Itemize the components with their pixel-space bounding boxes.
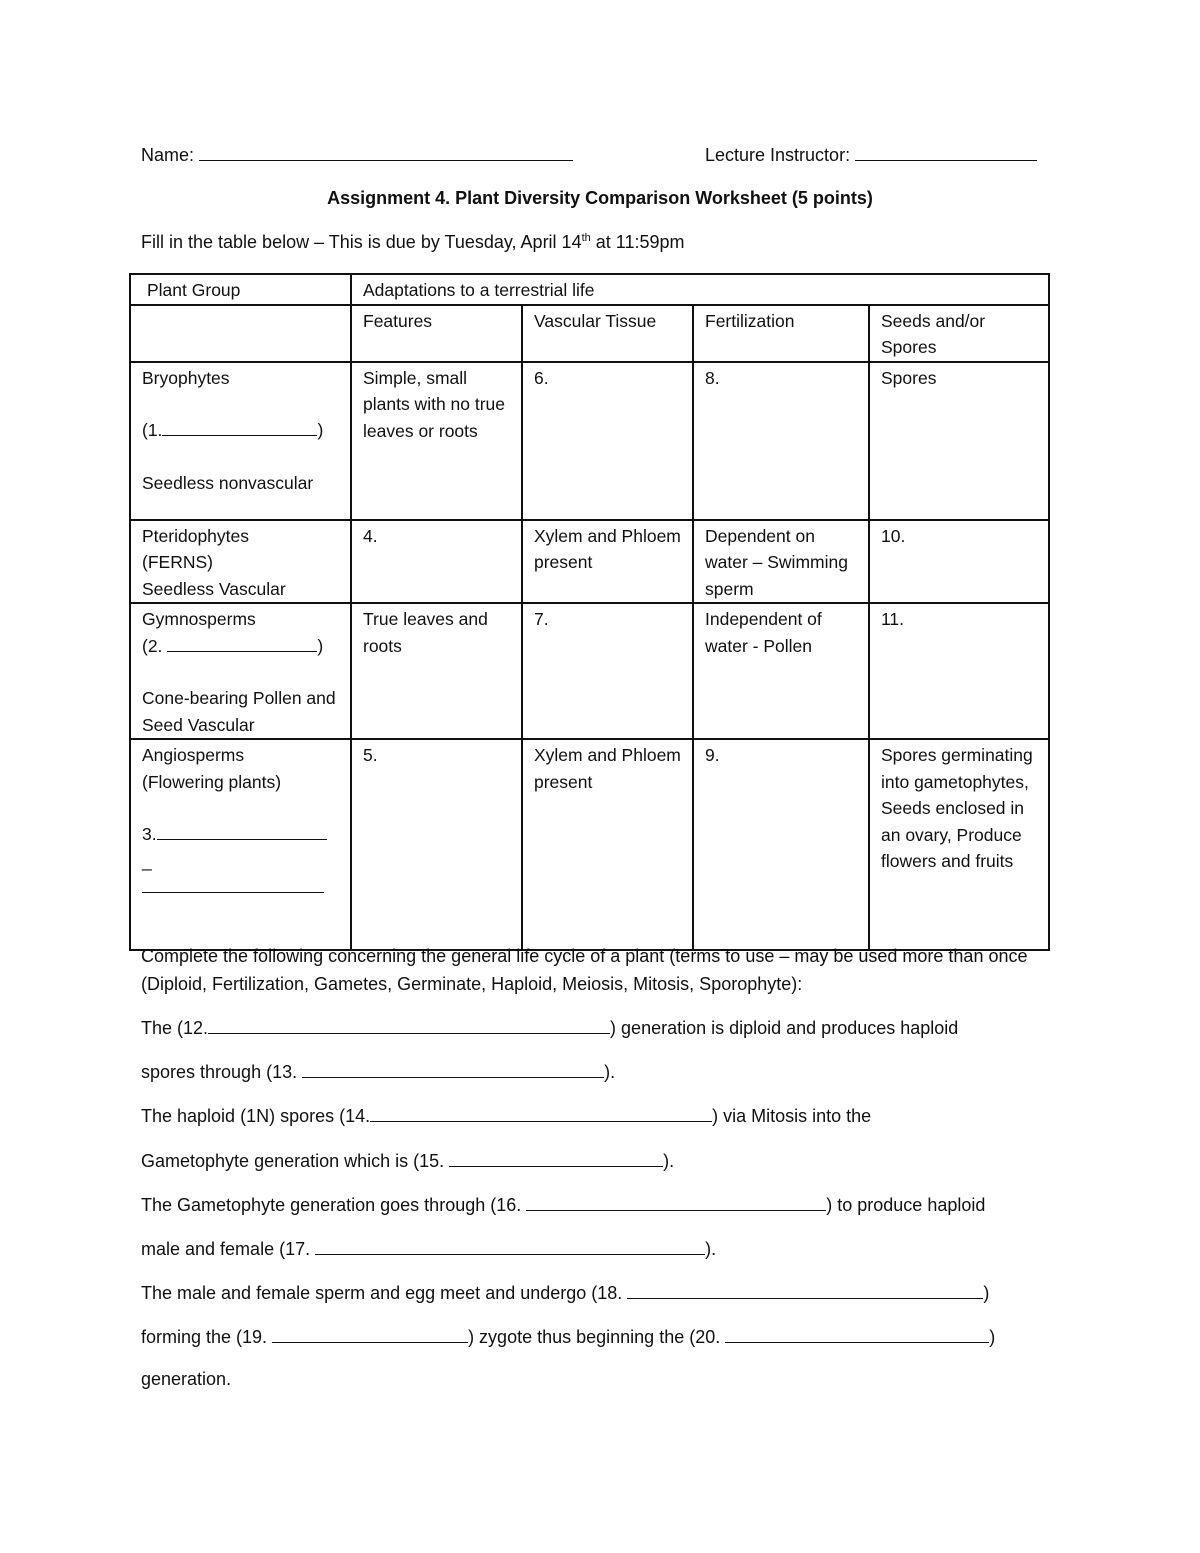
answer-blank-3-cont[interactable] — [142, 874, 324, 893]
answer-blank-14[interactable] — [370, 1103, 712, 1122]
seeds-cell: Spores germinating into gametophytes, Seeds enclosed in an ovary, Produce flowers and fruits — [869, 739, 1049, 950]
header-empty-cell — [130, 305, 351, 362]
lifecycle-line-14 — [141, 1103, 871, 1127]
header-features: Features — [351, 305, 522, 362]
instruction-tail: at 11:59pm — [590, 232, 685, 252]
group-paren: (FERNS) — [142, 552, 213, 572]
lifecycle-line-13 — [141, 1059, 615, 1083]
name-blank[interactable] — [199, 144, 573, 161]
line-text: The male and female sperm and egg meet and undergo (18. — [141, 1283, 628, 1303]
answer-blank-12[interactable] — [208, 1015, 610, 1034]
table-row — [130, 520, 1049, 604]
line-text: male and female (17. — [141, 1239, 316, 1259]
lifecycle-section — [141, 942, 1056, 1389]
answer-blank-15[interactable] — [449, 1148, 663, 1167]
name-field — [141, 144, 573, 166]
table-row — [130, 362, 1049, 520]
answer-blank-18[interactable] — [627, 1280, 983, 1299]
table-row — [130, 603, 1049, 739]
header-row — [141, 144, 1057, 170]
vascular-cell[interactable]: 6. — [522, 362, 693, 520]
group-cell — [130, 362, 351, 520]
group-desc: Seedless Vascular — [142, 578, 286, 599]
group-desc: Cone-bearing Pollen and Seed Vascular — [142, 688, 336, 735]
lifecycle-line-16 — [141, 1192, 985, 1216]
instructor-label: Lecture Instructor: — [705, 145, 851, 165]
fertilization-cell[interactable]: 8. — [693, 362, 869, 520]
header-adaptations: Adaptations to a terrestrial life — [351, 274, 1049, 305]
line-text: forming the (19. — [141, 1327, 273, 1347]
line-text: ) zygote thus beginning the (20. — [468, 1327, 726, 1347]
lifecycle-line-19-20 — [141, 1324, 995, 1348]
features-cell: True leaves and roots — [351, 603, 522, 739]
group-name: Gymnosperms — [142, 609, 256, 629]
lifecycle-intro: Complete the following concerning the general life cycle of a plant (terms to use – may be used more than once (Diploid, Fertilization, Gametes, Germinate, Haploid, Meiosis, Mitosis, Sporophyte): — [141, 946, 1028, 994]
group-name: Pteridophytes — [142, 525, 250, 546]
line-text: The haploid (1N) spores (14. — [141, 1106, 371, 1126]
blank-number: (2. — [142, 635, 163, 656]
group-paren: (Flowering plants) — [142, 771, 282, 792]
instruction-sup: th — [581, 232, 591, 244]
instruction-text — [141, 232, 685, 253]
seeds-cell[interactable]: 11. — [869, 603, 1049, 739]
line-text: ) — [983, 1283, 990, 1303]
features-cell[interactable]: 5. — [351, 739, 522, 950]
blank-close: ) — [317, 635, 324, 656]
answer-blank-2[interactable] — [167, 633, 317, 652]
lifecycle-line-15 — [141, 1148, 674, 1172]
group-blank-line — [142, 417, 340, 444]
instructor-field — [705, 144, 1037, 166]
page-title: Assignment 4. Plant Diversity Comparison Worksheet (5 points) — [327, 188, 873, 208]
answer-blank-13[interactable] — [302, 1059, 604, 1078]
group-blank-line — [142, 821, 340, 848]
line-text: ) via Mitosis into the — [712, 1106, 872, 1126]
vascular-cell[interactable]: 7. — [522, 603, 693, 739]
line-text: ) to produce haploid — [826, 1195, 986, 1215]
fertilization-cell: Dependent on water – Swimming sperm — [693, 520, 869, 604]
group-dash: _ — [142, 850, 152, 871]
group-cell — [130, 739, 351, 950]
answer-blank-19[interactable] — [272, 1324, 468, 1343]
fertilization-cell: Independent of water - Pollen — [693, 603, 869, 739]
table-row — [130, 739, 1049, 950]
group-desc: Seedless nonvascular — [142, 472, 314, 493]
plant-table — [129, 273, 1050, 951]
answer-blank-16[interactable] — [526, 1192, 826, 1211]
lifecycle-line-12 — [141, 1015, 958, 1039]
features-cell[interactable]: 4. — [351, 520, 522, 604]
answer-blank-20[interactable] — [725, 1324, 989, 1343]
table-subheader-row — [130, 305, 1049, 362]
name-label: Name: — [141, 145, 195, 165]
lifecycle-line-end: generation. — [141, 1369, 232, 1389]
line-text: ). — [705, 1239, 717, 1259]
answer-blank-17[interactable] — [315, 1236, 705, 1255]
group-blank-line — [142, 633, 340, 660]
line-text: ) — [989, 1327, 996, 1347]
line-text: spores through (13. — [141, 1062, 303, 1082]
instructor-blank[interactable] — [855, 144, 1037, 161]
line-text: ). — [604, 1062, 616, 1082]
group-name: Bryophytes — [142, 367, 230, 388]
line-text: ) generation is diploid and produces haploid — [610, 1018, 959, 1038]
line-text: The (12. — [141, 1018, 209, 1038]
lifecycle-line-17 — [141, 1236, 716, 1260]
header-vascular: Vascular Tissue — [522, 305, 693, 362]
seeds-cell: Spores — [869, 362, 1049, 520]
vascular-cell: Xylem and Phloem present — [522, 739, 693, 950]
features-cell: Simple, small plants with no true leaves or roots — [351, 362, 522, 520]
header-seeds: Seeds and/or Spores — [869, 305, 1049, 362]
instruction-main: Fill in the table below – This is due by Tuesday, April 14 — [141, 232, 582, 252]
answer-blank-1[interactable] — [162, 417, 317, 436]
blank-close: ) — [317, 420, 324, 440]
line-text: Gametophyte generation which is (15. — [141, 1151, 450, 1171]
blank-number: (1. — [142, 420, 163, 440]
header-plant-group: Plant Group — [130, 274, 351, 305]
fertilization-cell[interactable]: 9. — [693, 739, 869, 950]
line-text: The Gametophyte generation goes through (16. — [141, 1195, 527, 1215]
table-header-row — [130, 274, 1049, 305]
group-cell — [130, 520, 351, 604]
line-text: ). — [663, 1151, 675, 1171]
header-fertilization: Fertilization — [693, 305, 869, 362]
blank-number: 3. — [142, 824, 157, 844]
answer-blank-3[interactable] — [157, 821, 327, 840]
lifecycle-line-18 — [141, 1280, 989, 1304]
group-name: Angiosperms — [142, 745, 245, 765]
group-cell — [130, 603, 351, 739]
vascular-cell: Xylem and Phloem present — [522, 520, 693, 604]
seeds-cell[interactable]: 10. — [869, 520, 1049, 604]
